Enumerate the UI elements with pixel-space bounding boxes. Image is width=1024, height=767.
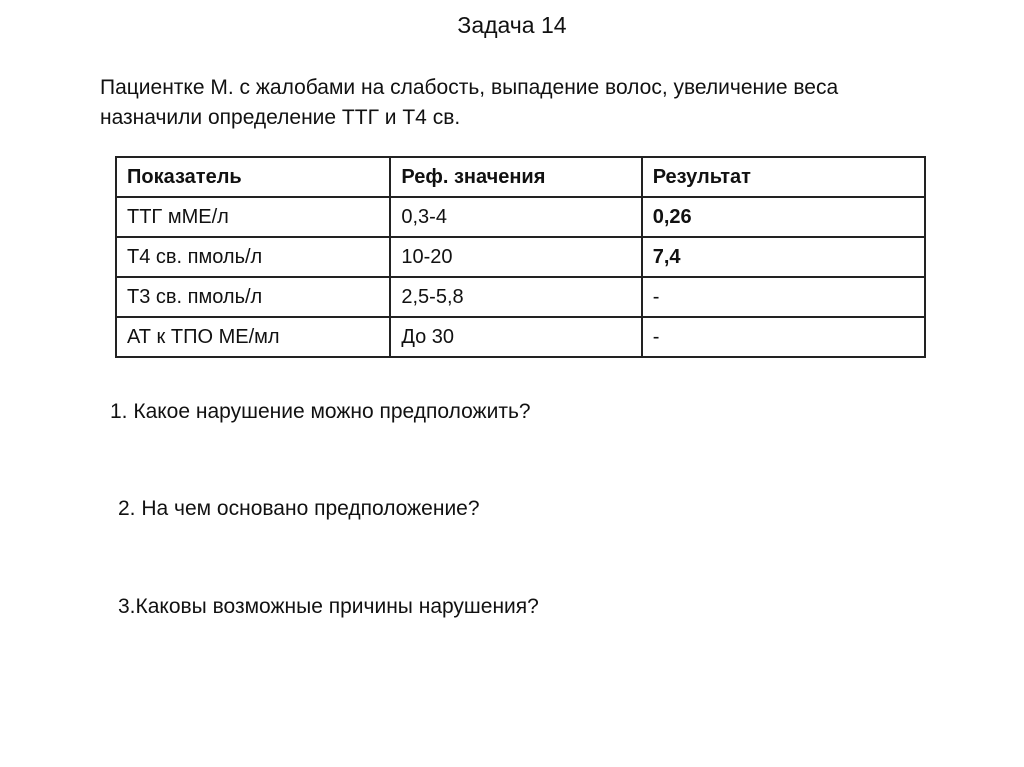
cell-result: -: [642, 317, 925, 357]
cell-reference: 0,3-4: [390, 197, 641, 237]
table-row: [116, 197, 925, 237]
lab-results-table: [115, 156, 926, 358]
header-reference: Реф. значения: [390, 157, 641, 197]
cell-indicator: АТ к ТПО МЕ/мл: [116, 317, 390, 357]
table-row: [116, 317, 925, 357]
table-header-row: [116, 157, 925, 197]
task-description: [100, 73, 940, 133]
task-description-line-2: назначили определение ТТГ и Т4 св.: [100, 106, 461, 129]
page-title: Задача 14: [457, 12, 567, 38]
table-row: [116, 277, 925, 317]
question-1: 1. Какое нарушение можно предположить?: [110, 400, 531, 423]
task-description-line-1: Пациентке М. с жалобами на слабость, выпадение волос, увеличение веса: [100, 76, 839, 99]
cell-result: 7,4: [642, 237, 925, 277]
cell-result: 0,26: [642, 197, 925, 237]
cell-indicator: Т4 св. пмоль/л: [116, 237, 390, 277]
cell-result: -: [642, 277, 925, 317]
cell-reference: 10-20: [390, 237, 641, 277]
question-2: 2. На чем основано предположение?: [118, 497, 480, 520]
cell-reference: 2,5-5,8: [390, 277, 641, 317]
question-3: 3.Каковы возможные причины нарушения?: [118, 595, 539, 618]
header-indicator: Показатель: [116, 157, 390, 197]
cell-indicator: ТТГ мМЕ/л: [116, 197, 390, 237]
cell-reference: До 30: [390, 317, 641, 357]
cell-indicator: Т3 св. пмоль/л: [116, 277, 390, 317]
table-row: [116, 237, 925, 277]
header-result: Результат: [642, 157, 925, 197]
